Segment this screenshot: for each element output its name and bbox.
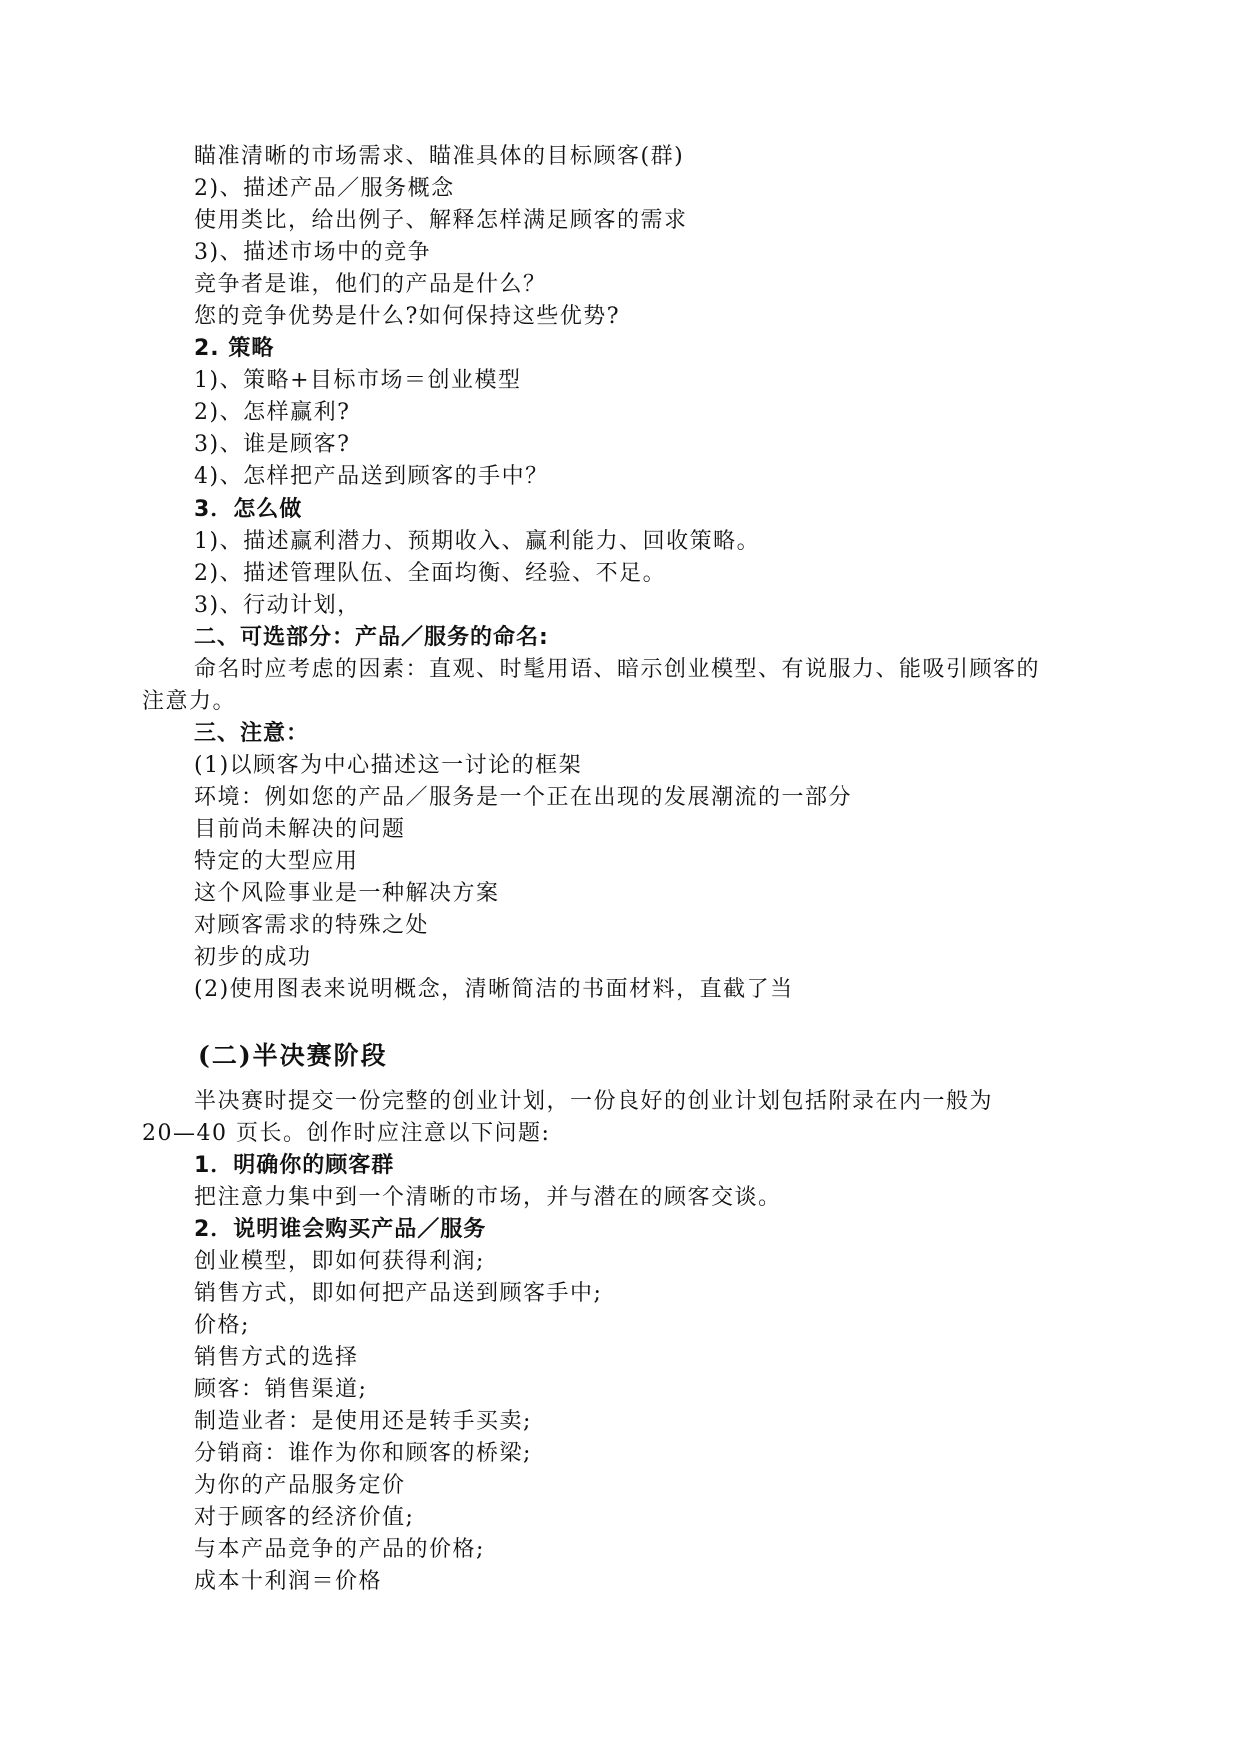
text-line: 竞争者是谁，他们的产品是什么？ — [194, 272, 547, 297]
text-line: 2)、描述管理队伍、全面均衡、经验、不足。 — [194, 561, 667, 586]
text-line: 3)、谁是顾客? — [194, 432, 351, 457]
text-line: 3)、行动计划， — [194, 593, 361, 618]
text-line: 销售方式的选择 — [194, 1345, 359, 1370]
text-line: 特定的大型应用 — [194, 849, 359, 874]
subheading: 三、注意： — [194, 721, 310, 746]
text-line: 瞄准清晰的市场需求、瞄准具体的目标顾客(群) — [194, 144, 685, 169]
text-line: 初步的成功 — [194, 945, 312, 970]
text-line: 4)、怎样把产品送到顾客的手中？ — [194, 464, 549, 489]
text-line: (2)使用图表来说明概念，清晰简洁的书面材料，直截了当 — [194, 977, 794, 1002]
text-line: 顾客：销售渠道; — [194, 1377, 368, 1402]
text-line: 命名时应考虑的因素：直观、时髦用语、暗示创业模型、有说服力、能吸引顾客的 — [194, 657, 1041, 682]
text-line: 您的竞争优势是什么?如何保持这些优势? — [194, 304, 621, 329]
text-line: 1)、描述赢利潜力、预期收入、赢利能力、回收策略。 — [194, 529, 761, 554]
text-line: 成本十利润＝价格 — [194, 1569, 383, 1594]
subheading: 3．怎么做 — [194, 497, 303, 522]
text-line: 2)、怎样赢利? — [194, 400, 351, 425]
subheading: 二、可选部分：产品／服务的命名: — [194, 625, 549, 650]
text-line: 分销商：谁作为你和顾客的桥梁; — [194, 1441, 532, 1466]
text-line: 销售方式，即如何把产品送到顾客手中; — [194, 1281, 603, 1306]
text-line: 注意力。 — [142, 689, 237, 714]
text-line: 目前尚未解决的问题 — [194, 817, 406, 842]
subheading: 2. 策略 — [194, 336, 275, 361]
text-line: 使用类比，给出例子、解释怎样满足顾客的需求 — [194, 208, 688, 233]
subheading: 2．说明谁会购买产品／服务 — [194, 1217, 487, 1242]
text-line: 为你的产品服务定价 — [194, 1473, 406, 1498]
section-heading: (二)半决赛阶段 — [198, 1041, 388, 1070]
text-line: 把注意力集中到一个清晰的市场，并与潜在的顾客交谈。 — [194, 1185, 782, 1210]
text-line: 半决赛时提交一份完整的创业计划，一份良好的创业计划包括附录在内一般为 — [194, 1089, 994, 1114]
text-line: 对顾客需求的特殊之处 — [194, 913, 430, 938]
text-line: 3)、描述市场中的竞争 — [194, 240, 432, 265]
subheading: 1．明确你的顾客群 — [194, 1153, 395, 1178]
text-line: 与本产品竞争的产品的价格; — [194, 1537, 485, 1562]
text-line: 这个风险事业是一种解决方案 — [194, 881, 500, 906]
text-line: 价格; — [194, 1313, 250, 1338]
text-line: 对于顾客的经济价值; — [194, 1505, 415, 1530]
text-line: 环境：例如您的产品／服务是一个正在出现的发展潮流的一部分 — [194, 785, 853, 810]
text-line: 创业模型，即如何获得利润; — [194, 1249, 485, 1274]
text-line: 1)、策略+目标市场＝创业模型 — [194, 368, 522, 393]
text-line: 制造业者：是使用还是转手买卖; — [194, 1409, 532, 1434]
text-line: 20—40 页长。创作时应注意以下问题: — [142, 1121, 551, 1146]
text-line: (1)以顾客为中心描述这一讨论的框架 — [194, 753, 583, 778]
text-line: 2)、描述产品／服务概念 — [194, 176, 455, 201]
